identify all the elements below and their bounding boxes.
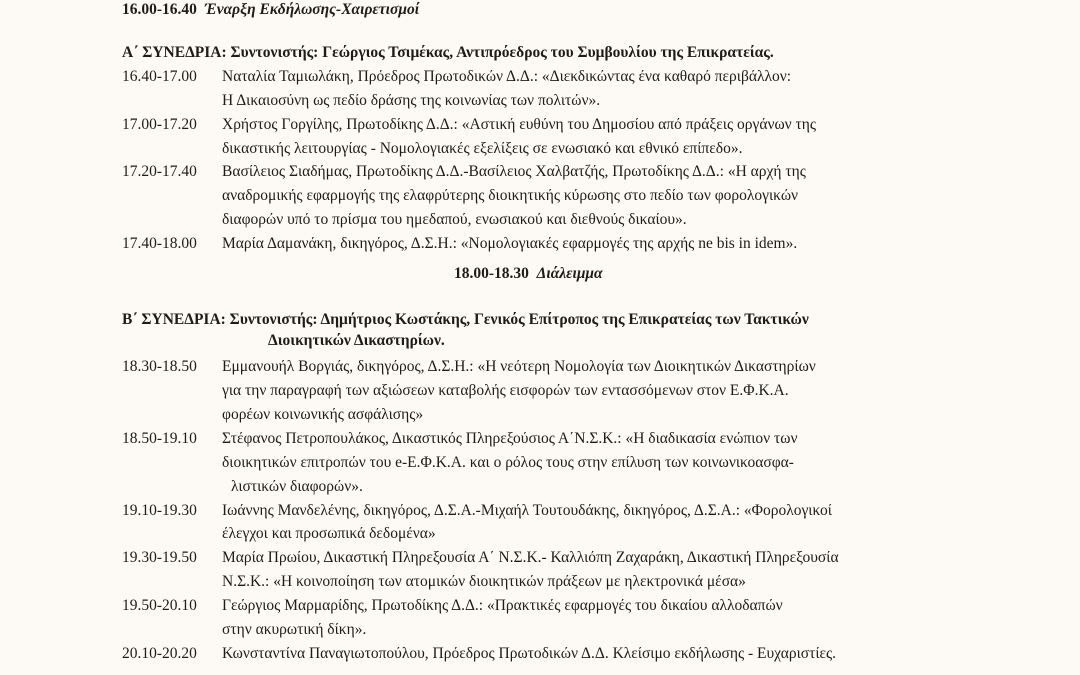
talk-line: διαφορών υπό το πρίσμα του ημεδαπού, ενωσιακού και διεθνούς δικαίου». — [222, 211, 687, 228]
talk-time: 19.10-19.30 — [122, 502, 197, 519]
break-time: 18.00-18.30 — [454, 265, 529, 282]
talk-line: φορέων κοινωνικής ασφάλισης» — [222, 406, 424, 423]
talk-line: Μαρία Δαμανάκη, δικηγόρος, Δ.Σ.Η.: «Νομολογιακές εφαρμογές της αρχής ne bis in idem». — [222, 235, 798, 252]
session-a-heading: Α΄ ΣΥΝΕΔΡΙΑ: Συντονιστής: Γεώργιος Τσιμέκας, Αντιπρόεδρος του Συμβουλίου της Επικρατείας. — [122, 44, 774, 61]
talk-time: 18.50-19.10 — [122, 430, 197, 447]
talk-time: 19.50-20.10 — [122, 597, 197, 614]
talk-line: Ιωάννης Μανδελένης, δικηγόρος, Δ.Σ.Α.-Μιχαήλ Τουτουδάκης, δικηγόρος, Δ.Σ.Α.: «Φορολογικοί — [222, 502, 832, 519]
talk-line: Κωνσταντίνα Παναγιωτοπούλου, Πρόεδρος Πρωτοδικών Δ.Δ. Κλείσιμο εκδήλωσης - Ευχαριστίες. — [222, 645, 837, 662]
talk-line: λιστικών διαφορών». — [231, 478, 363, 495]
break-title: Διάλειμμα — [536, 265, 603, 282]
opening-row — [122, 0, 419, 20]
opening-title: Έναρξη Εκδήλωσης-Χαιρετισμοί — [204, 1, 420, 18]
talk-line: Γεώργιος Μαρμαρίδης, Πρωτοδίκης Δ.Δ.: «Πρακτικές εφαρμογές του δικαίου αλλοδαπών — [222, 597, 783, 614]
talk-line: έλεγχοι και προσωπικά δεδομένα» — [222, 525, 436, 542]
talk-line: για την παραγραφή των αξιώσεων καταβολής εισφορών των εντασσόμενων στον Ε.Φ.Κ.Α. — [222, 382, 789, 399]
talk-line: Χρήστος Γοργίλης, Πρωτοδίκης Δ.Δ.: «Αστική ευθύνη του Δημοσίου από πράξεις οργάνων της — [222, 116, 817, 133]
talk-time: 16.40-17.00 — [122, 68, 197, 85]
session-b-heading-cont: Διοικητικών Δικαστηρίων. — [268, 332, 445, 349]
break-row — [454, 264, 603, 284]
opening-time: 16.00-16.40 — [122, 1, 197, 18]
talk-line: Εμμανουήλ Βοργιάς, δικηγόρος, Δ.Σ.Η.: «Η νεότερη Νομολογία των Διοικητικών Δικαστηρίων — [222, 358, 816, 375]
talk-time: 20.10-20.20 — [122, 645, 197, 662]
talk-line: Μαρία Πρωίου, Δικαστική Πληρεξουσία Α΄ Ν.Σ.Κ.- Καλλιόπη Ζαχαράκη, Δικαστική Πληρεξουσία — [222, 549, 839, 566]
talk-line: Ν.Σ.Κ.: «Η κοινοποίηση των ατομικών διοικητικών πράξεων με ηλεκτρονικά μέσα» — [222, 573, 746, 590]
talk-time: 19.30-19.50 — [122, 549, 197, 566]
talk-time: 17.00-17.20 — [122, 116, 197, 133]
talk-line: αναδρομικής εφαρμογής της ελαφρύτερης διοικητικής κύρωσης στο πεδίο των φορολογικών — [222, 187, 799, 204]
talk-line: Η Δικαιοσύνη ως πεδίο δράσης της κοινωνίας των πολιτών». — [222, 92, 601, 109]
talk-time: 18.30-18.50 — [122, 358, 197, 375]
talk-line: δικαστικής λειτουργίας - Νομολογιακές εξελίξεις σε ενωσιακό και εθνικό επίπεδο». — [222, 140, 743, 157]
talk-line: Ναταλία Ταμιωλάκη, Πρόεδρος Πρωτοδικών Δ.Δ.: «Διεκδικώντας ένα καθαρό περιβάλλον: — [222, 68, 792, 85]
talk-line: διοικητικών επιτροπών του e-Ε.Φ.Κ.Α. και ο ρόλος τους στην επίλυση των κοινωνικοασφα- — [222, 454, 794, 471]
session-b-heading: Β΄ ΣΥΝΕΔΡΙΑ: Συντονιστής: Δημήτριος Κωστάκης, Γενικός Επίτροπος της Επικρατείας των Τακτικών — [122, 311, 809, 328]
talk-line: Βασίλειος Σιαδήμας, Πρωτοδίκης Δ.Δ.-Βασίλειος Χαλβατζής, Πρωτοδίκης Δ.Δ.: «Η αρχή της — [222, 163, 806, 180]
talk-time: 17.20-17.40 — [122, 163, 197, 180]
talk-line: στην ακυρωτική δίκη». — [222, 621, 367, 638]
talk-line: Στέφανος Πετροπουλάκος, Δικαστικός Πληρεξούσιος Α΄Ν.Σ.Κ.: «Η διαδικασία ενώπιον των — [222, 430, 798, 447]
talk-time: 17.40-18.00 — [122, 235, 197, 252]
